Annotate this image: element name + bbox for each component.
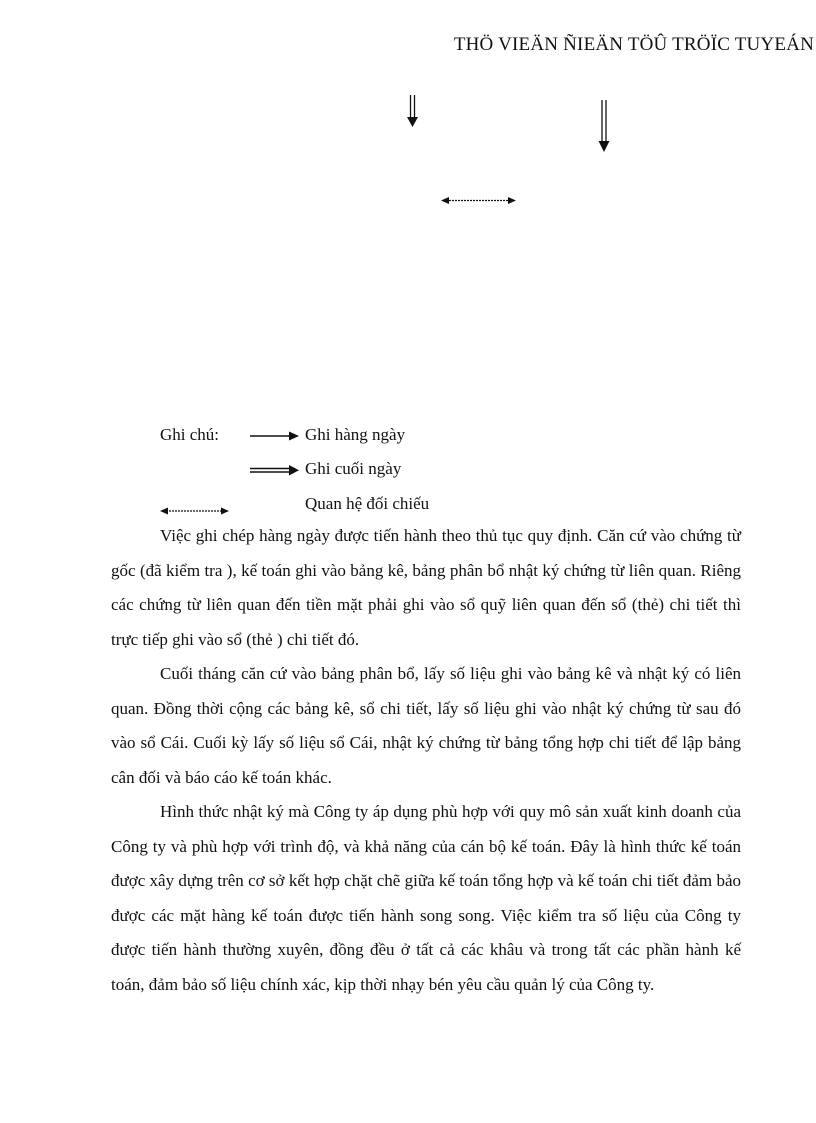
paragraph: Cuối tháng căn cứ vào bảng phân bổ, lấy số liệu ghi vào bảng kê và nhật ký có liên quan. Đồng thời cộng các bảng kê, sổ chi tiết, lấy số liệu ghi vào nhật ký chứng từ sau đó vào sổ Cái. Cuối kỳ lấy số liệu sổ Cái, nhật ký chứng từ bảng tổng hợp chi tiết để lập bảng cân đối và báo cáo kế toán khác. <box>111 664 741 787</box>
diagram-fragment <box>0 0 816 220</box>
paragraph: Hình thức nhật ký mà Công ty áp dụng phù hợp với quy mô sản xuất kinh doanh của Công ty và phù hợp với trình độ, và khả năng của cán bộ kế toán. Đây là hình thức kế toán được xây dựng trên cơ sở kết hợp chặt chẽ giữa kế toán tổng hợp và kế toán chi tiết đảm bảo được các mặt hàng kế toán được tiến hành song song. Việc kiểm tra số liệu của Công ty được tiến hành thường xuyên, đồng đều ở tất cả các khâu và trong tất các phần hành kế toán, đảm bảo số liệu chính xác, kịp thời nhạy bén yêu cầu quản lý của Công ty. <box>111 802 741 994</box>
double-arrow-icon <box>154 491 234 517</box>
legend-label-daily: Ghi hàng ngày <box>305 425 406 444</box>
legend-caption: Ghi chú: <box>160 425 220 444</box>
legend <box>160 422 560 522</box>
thin-arrow-right-icon <box>224 422 304 448</box>
body-text <box>111 519 741 1002</box>
legend-label-end-of-day: Ghi cuối ngày <box>305 459 402 478</box>
thick-down-arrow-icon <box>599 100 610 152</box>
thick-arrow-right-icon <box>224 456 304 482</box>
page-header-title: THÖ VIEÄN ÑIEÄN TÖÛ TRÖÏC TUYEÁN <box>453 34 814 55</box>
legend-row-end-of-day <box>160 456 560 482</box>
legend-row-daily <box>160 422 560 448</box>
legend-label-reconcile: Quan hệ đối chiếu <box>305 494 430 513</box>
legend-row-reconcile <box>160 491 560 517</box>
double-headed-arrow-icon <box>441 197 516 204</box>
paragraph: Việc ghi chép hàng ngày được tiến hành theo thủ tục quy định. Căn cứ vào chứng từ gốc (đã kiểm tra ), kế toán ghi vào bảng kê, bảng phân bổ nhật ký chứng từ liên quan. Riêng các chứng từ liên quan đến tiền mặt phải ghi vào sổ quỹ liên quan đến sổ (thẻ) chi tiết thì trực tiếp ghi vào sổ (thẻ ) chi tiết đó. <box>111 526 741 649</box>
double-down-arrow-icon <box>407 95 418 127</box>
